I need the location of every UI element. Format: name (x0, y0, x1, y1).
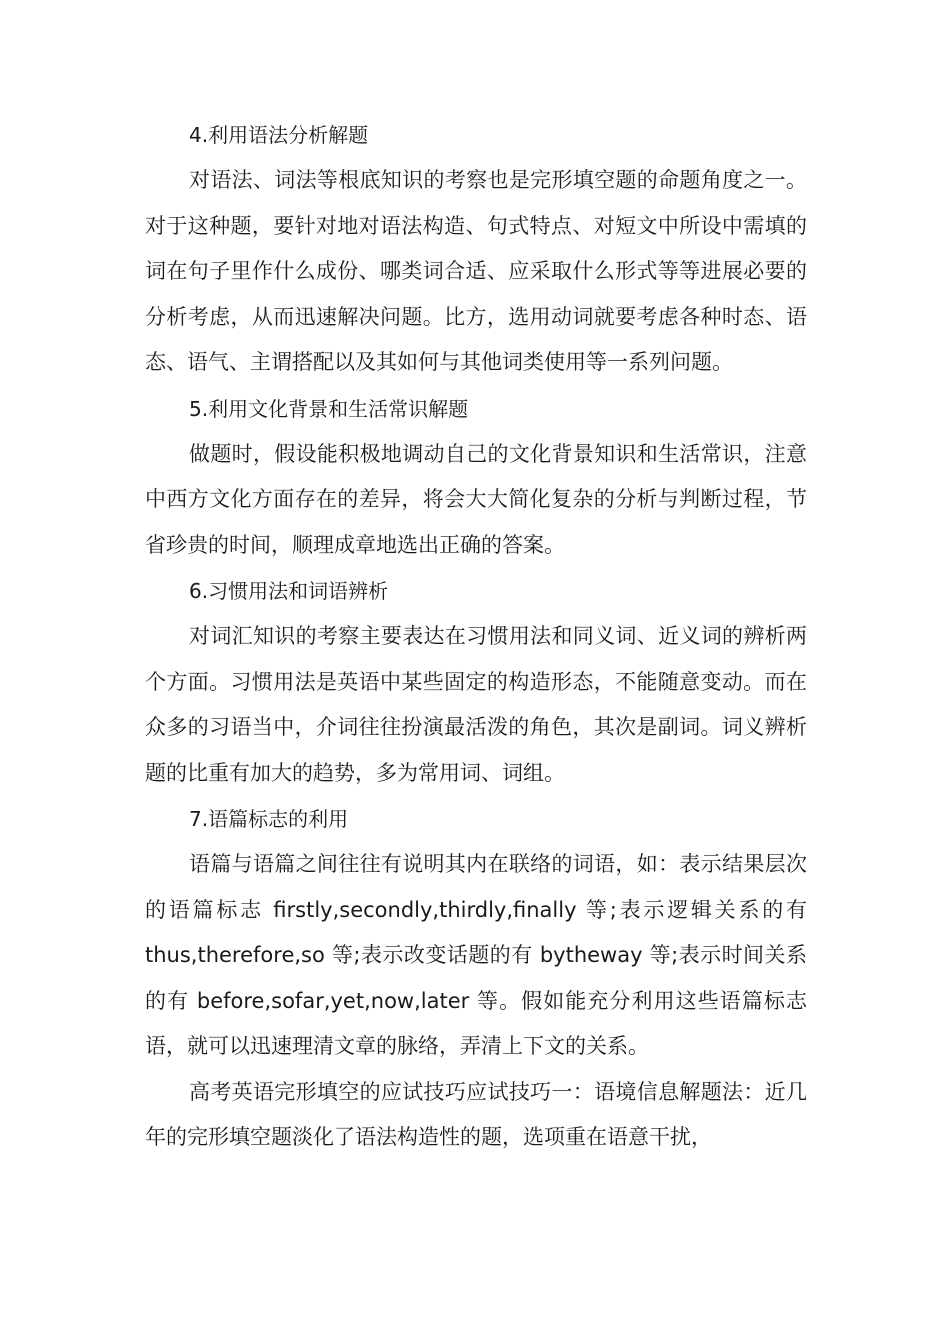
section-heading-4: 4.利用语法分析解题 (189, 123, 369, 147)
section-heading-6: 6.习惯用法和词语辨析 (189, 579, 389, 603)
document-page (145, 112, 807, 1161)
closing-paragraph: 高考英语完形填空的应试技巧应试技巧一：语境信息解题法：近几年的完形填空题淡化了语法构造性的题，选项重在语意干扰， (145, 1079, 807, 1149)
section-paragraph-5: 做题时，假设能积极地调动自己的文化背景知识和生活常识，注意中西方文化方面存在的差异，将会大大简化复杂的分析与判断过程，节省珍贵的时间，顺理成章地选出正确的答案。 (145, 441, 807, 557)
section-paragraph-4: 对语法、词法等根底知识的考察也是完形填空题的命题角度之一。对于这种题，要针对地对语法构造、句式特点、对短文中所设中需填的词在句子里作什么成份、哪类词合适、应采取什么形式等等进展必要的分析考虑，从而迅速解决问题。比方，选用动词就要考虑各种时态、语态、语气、主谓搭配以及其如何与其他词类使用等一系列问题。 (145, 168, 807, 374)
section-heading-7: 7.语篇标志的利用 (189, 807, 349, 831)
section-paragraph-7: 语篇与语篇之间往往有说明其内在联络的词语，如：表示结果层次的语篇标志 firstly,secondly,thirdly,finally 等;表示逻辑关系的有 thus,therefore,so 等;表示改变话题的有 bytheway 等;表示时间关系的有 before,sofar,yet,now,later 等。假如能充分利用这些语篇标志语，就可以迅速理清文章的脉络，弄清上下文的关系。 (145, 852, 807, 1058)
section-heading-5: 5.利用文化背景和生活常识解题 (189, 396, 469, 421)
section-paragraph-6: 对词汇知识的考察主要表达在习惯用法和同义词、近义词的辨析两个方面。习惯用法是英语中某些固定的构造形态，不能随意变动。而在众多的习语当中，介词往往扮演最活泼的角色，其次是副词。词义辨析题的比重有加大的趋势，多为常用词、词组。 (145, 624, 807, 785)
